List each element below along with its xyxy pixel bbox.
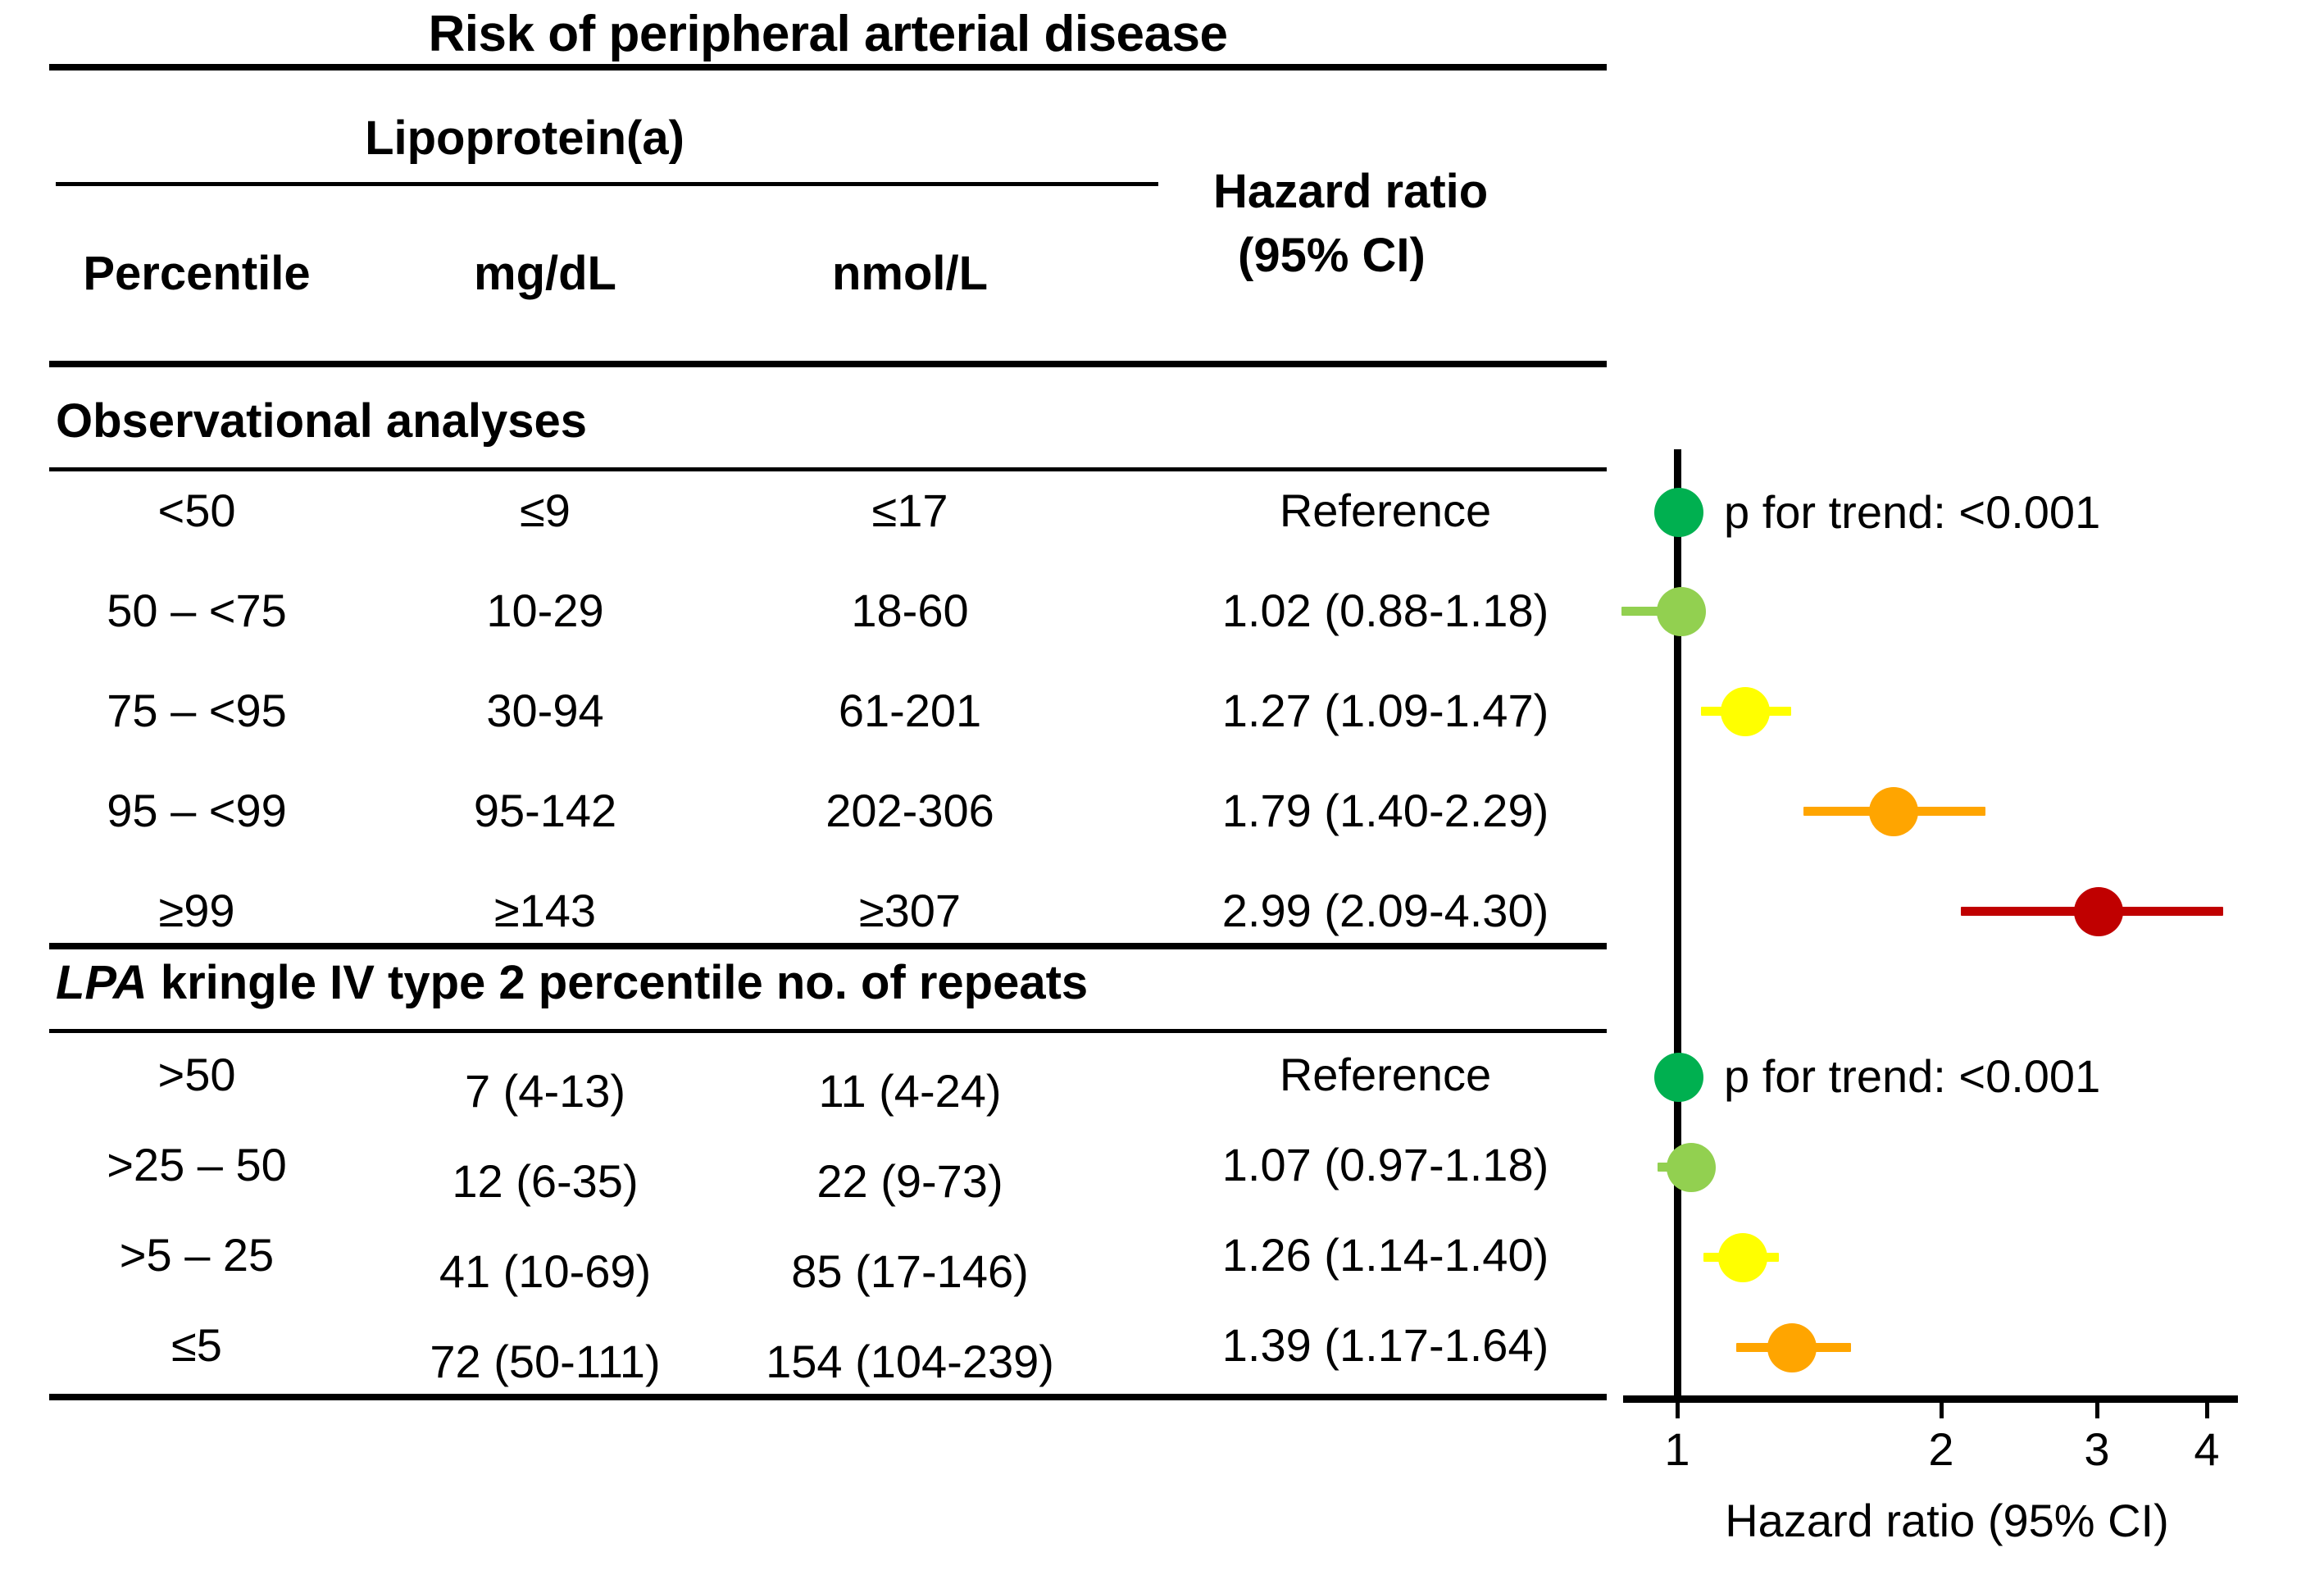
forest-marker [1721,687,1770,736]
table-row: 61-201 [838,685,982,736]
column-header-nmoll: nmol/L [831,247,989,300]
x-ticklabel-4: 4 [2194,1423,2220,1475]
x-ticklabel-3: 3 [2084,1423,2110,1475]
table-row: ≥143 [493,885,597,936]
p-trend-observational: p for trend: <0.001 [1724,486,2101,538]
forest-marker [1869,787,1918,836]
forest-marker [1657,587,1706,636]
rule-section-1 [49,467,1607,471]
table-row: 154 (104-239) [766,1336,1054,1387]
table-row: >50 [157,1049,236,1100]
table-row: 202-306 [825,785,994,836]
table-row: 95-142 [473,785,617,836]
table-row: 22 (9-73) [816,1155,1003,1207]
x-ticklabel-2: 2 [1928,1423,1954,1475]
forest-marker [1718,1233,1767,1282]
table-row: 41 (10-69) [439,1245,652,1297]
table-row: ≤17 [871,485,948,536]
p-trend-lpa: p for trend: <0.001 [1724,1050,2101,1102]
hazard-ratio-header-line1: Hazard ratio [1213,165,1489,218]
table-row: 1.26 (1.14-1.40) [1221,1229,1549,1281]
x-tick-1 [1676,1395,1680,1418]
table-row: 85 (17-146) [791,1245,1029,1297]
table-row: 1.02 (0.88-1.18) [1221,585,1549,636]
table-row: 11 (4-24) [818,1065,1002,1117]
x-ticklabel-1: 1 [1664,1423,1690,1475]
table-row: 72 (50-111) [430,1336,661,1387]
forest-marker [1667,1143,1716,1192]
table-row: 95 – <99 [107,785,287,836]
table-row: 2.99 (2.09-4.30) [1221,885,1549,936]
rule-bottom [49,1394,1607,1400]
forest-marker [2074,887,2123,936]
rule-column-headers [49,361,1607,367]
group-header-lipoprotein: Lipoprotein(a) [365,112,684,165]
forest-marker [1767,1323,1817,1372]
section-header-observational: Observational analyses [56,394,587,448]
table-row: <50 [157,485,236,536]
table-row: 12 (6-35) [452,1155,639,1207]
rule-group-header [56,182,1158,186]
table-row: 10-29 [486,585,604,636]
x-axis-title: Hazard ratio (95% CI) [1725,1495,2169,1546]
table-row: 1.07 (0.97-1.18) [1221,1139,1549,1190]
table-row: 7 (4-13) [464,1065,626,1117]
table-row: 1.27 (1.09-1.47) [1221,685,1549,736]
page-title: Risk of peripheral arterial disease [428,6,1228,62]
table-row: Reference [1279,485,1492,536]
rule-top [49,64,1607,71]
hazard-ratio-header-line2: (95% CI) [1238,229,1426,282]
rule-section-2-top [49,943,1607,949]
table-row: 1.79 (1.40-2.29) [1221,785,1549,836]
table-row: ≥99 [158,885,235,936]
x-axis-line [1623,1395,2238,1403]
table-row: >5 – 25 [119,1229,275,1281]
table-row: Reference [1279,1049,1492,1100]
x-tick-2 [1940,1395,1944,1418]
x-tick-3 [2095,1395,2099,1418]
forest-plot [1607,0,2324,1584]
table-row: 18-60 [851,585,969,636]
table-row: 30-94 [486,685,604,736]
table-row: >25 – 50 [107,1139,287,1190]
x-tick-4 [2205,1395,2209,1418]
section-header-lpa [56,955,1088,1010]
table-row: ≤9 [520,485,571,536]
table-row: 75 – <95 [107,685,287,736]
table-row: 1.39 (1.17-1.64) [1221,1319,1549,1371]
forest-marker [1654,1053,1703,1102]
table-row: ≥307 [858,885,962,936]
forest-marker [1654,488,1703,537]
section-header-lpa-gene: LPA [56,956,148,1009]
column-header-mgdl: mg/dL [474,247,616,300]
table-row: ≤5 [171,1319,222,1371]
rule-section-2 [49,1029,1607,1033]
section-header-lpa-text: kringle IV type 2 percentile no. of repeats [160,956,1089,1009]
table-row: 50 – <75 [107,585,287,636]
column-header-percentile: Percentile [83,247,311,300]
